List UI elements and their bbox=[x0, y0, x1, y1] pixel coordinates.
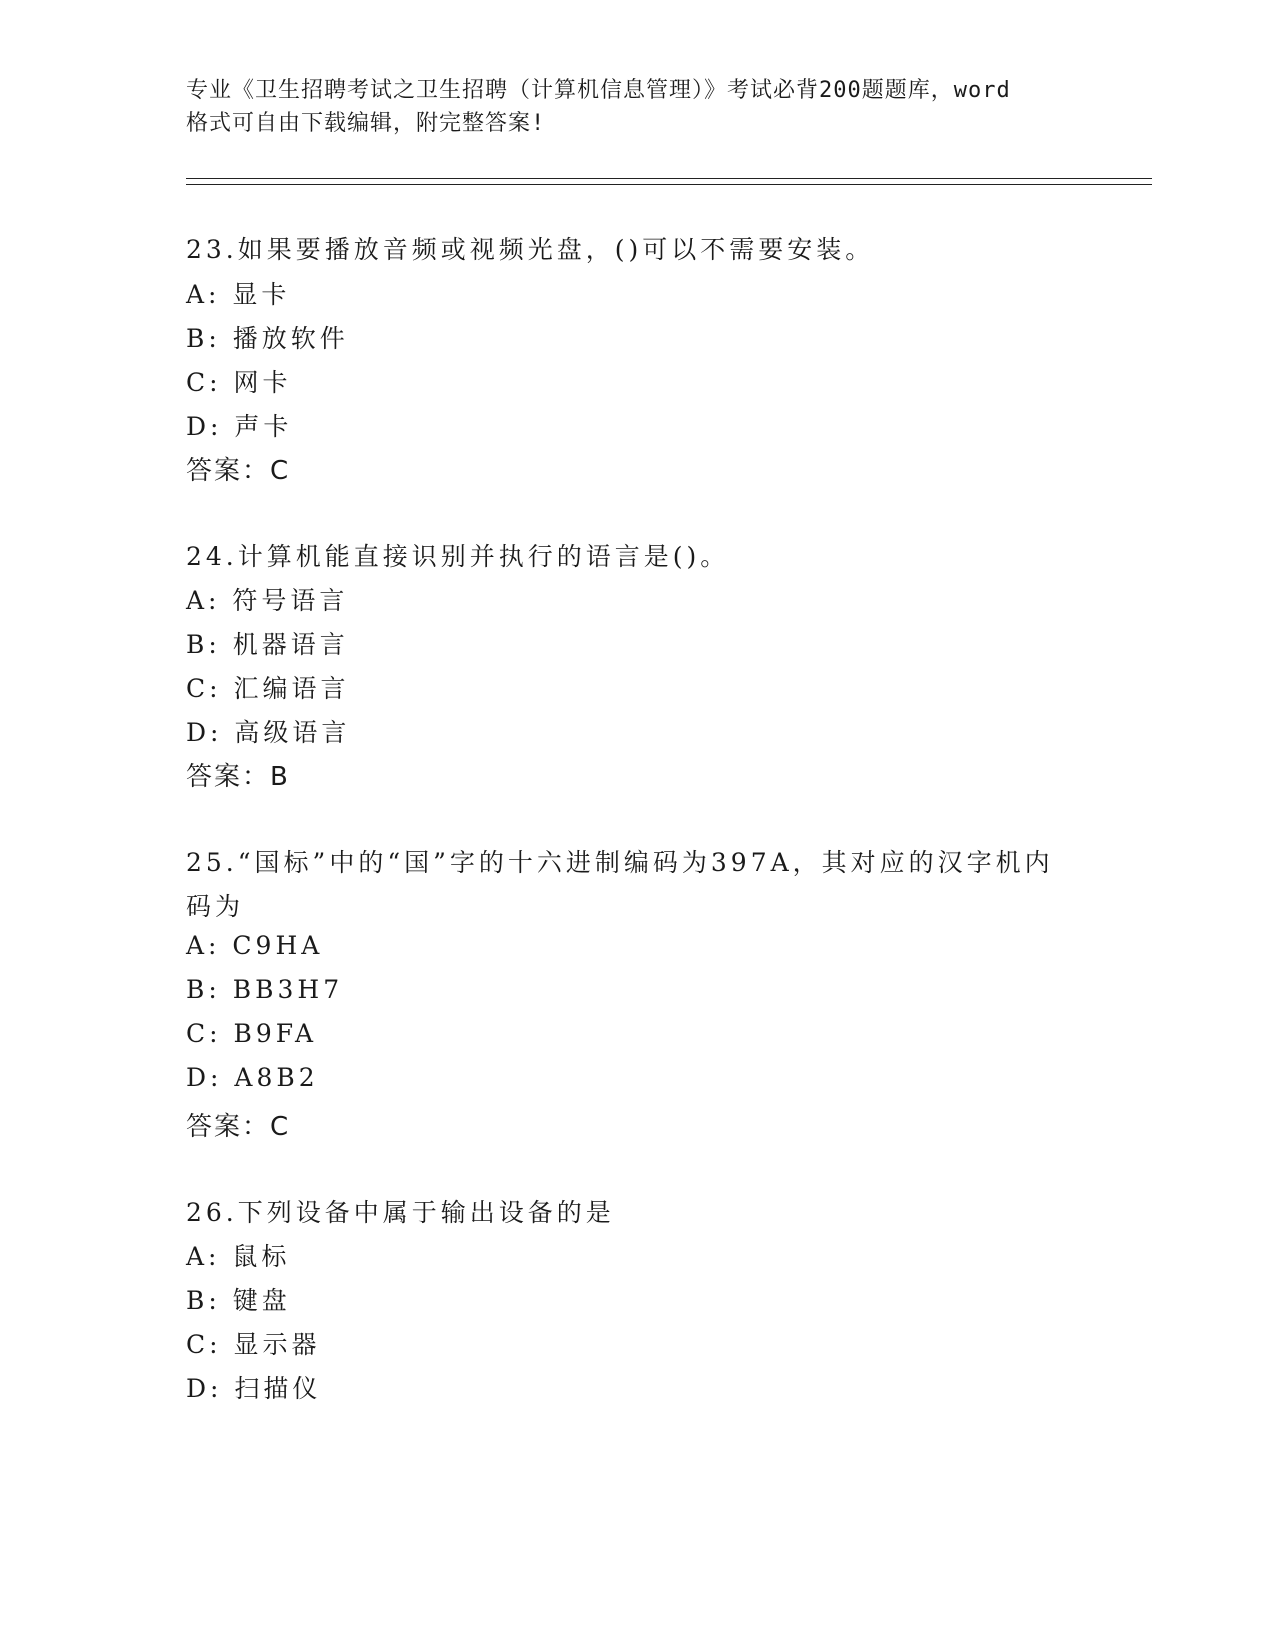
question-24-option-a: A: 符号语言 bbox=[186, 586, 349, 615]
question-25-stem-line-1: 25.“国标”中的“国”字的十六进制编码为397A，其对应的汉字机内 bbox=[186, 848, 1054, 877]
question-26-option-d: D: 扫描仪 bbox=[186, 1374, 322, 1403]
question-23-option-b: B: 播放软件 bbox=[186, 324, 349, 353]
header-line-1: 专业《卫生招聘考试之卫生招聘（计算机信息管理）》考试必背200题题库，word bbox=[186, 78, 1011, 103]
question-23-answer: 答案：C bbox=[186, 456, 291, 486]
question-26-option-c: C: 显示器 bbox=[186, 1330, 321, 1359]
question-23-option-d: D: 声卡 bbox=[186, 412, 293, 441]
question-24-option-d: D: 高级语言 bbox=[186, 718, 351, 747]
question-24-answer: 答案：B bbox=[186, 762, 290, 792]
question-26-option-b: B: 键盘 bbox=[186, 1286, 291, 1315]
question-26-option-a: A: 鼠标 bbox=[186, 1242, 291, 1271]
question-24-option-c: C: 汇编语言 bbox=[186, 674, 350, 703]
question-25-stem-line-2: 码为 bbox=[186, 892, 245, 921]
question-23-option-c: C: 网卡 bbox=[186, 368, 292, 397]
question-26-stem: 26.下列设备中属于输出设备的是 bbox=[186, 1198, 615, 1227]
question-25-answer: 答案：C bbox=[186, 1112, 291, 1142]
header-divider bbox=[186, 178, 1152, 185]
question-25-option-c: C: B9FA bbox=[186, 1019, 318, 1048]
question-23-option-a: A: 显卡 bbox=[186, 280, 291, 309]
header-line-2: 格式可自由下载编辑，附完整答案! bbox=[186, 111, 546, 136]
question-25-option-d: D: A8B2 bbox=[186, 1063, 319, 1092]
question-24-stem: 24.计算机能直接识别并执行的语言是()。 bbox=[186, 542, 730, 571]
document-header bbox=[186, 74, 1086, 140]
question-25-option-b: B: BB3H7 bbox=[186, 975, 344, 1004]
question-25-option-a: A: C9HA bbox=[186, 931, 324, 960]
question-24-option-b: B: 机器语言 bbox=[186, 630, 349, 659]
question-23-stem: 23.如果要播放音频或视频光盘，()可以不需要安装。 bbox=[186, 235, 875, 264]
